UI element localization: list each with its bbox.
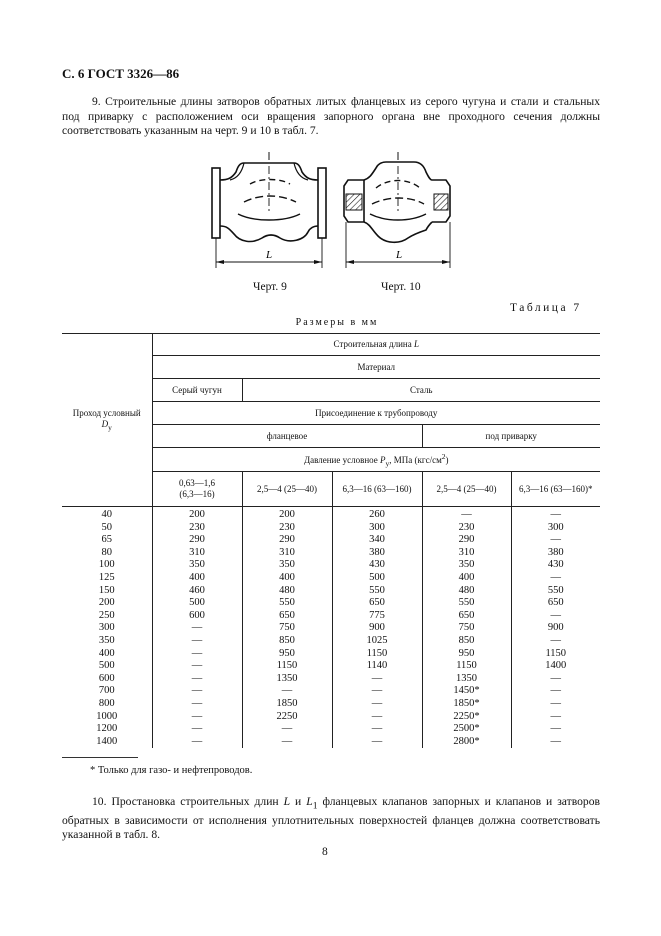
- paragraph-9-text: 9. Строительные длины затворов обратных литых фланцевых из серого чугуна и стали и стальных под приварку с расположением оси вращения запорного органа вне проходного сечения должны соответствовать указанным на черт. 9 и 10 в табл. 7.: [62, 95, 600, 137]
- table-row: [62, 572, 600, 585]
- table-cell-length: —: [511, 723, 600, 736]
- header-steel: Сталь: [242, 379, 600, 402]
- table-cell-diameter: 250: [62, 610, 152, 623]
- table-cell-diameter: 1000: [62, 711, 152, 724]
- subheader-gray-iron-pressure-kgf: (6,3—16): [179, 489, 215, 499]
- table-cell-length: 1150: [422, 660, 511, 673]
- table-cell-length: 430: [511, 559, 600, 572]
- table-cell-length: 1150: [511, 648, 600, 661]
- table-cell-diameter: 150: [62, 585, 152, 598]
- header-pressure-unit-sup: 2: [441, 451, 446, 461]
- table-row: [62, 597, 600, 610]
- table-cell-length: 460: [152, 585, 242, 598]
- table-cell-length: 550: [332, 585, 422, 598]
- table-row: [62, 660, 600, 673]
- table-cell-length: —: [511, 711, 600, 724]
- table-cell-length: 290: [152, 534, 242, 547]
- table-cell-length: 900: [332, 622, 422, 635]
- table-cell-length: 310: [152, 547, 242, 560]
- table-cell-length: 230: [242, 522, 332, 535]
- table-cell-length: 400: [422, 572, 511, 585]
- table-cell-diameter: 400: [62, 648, 152, 661]
- table-cell-length: —: [242, 723, 332, 736]
- table-cell-length: 350: [242, 559, 332, 572]
- header-pressure: [152, 448, 600, 472]
- table-cell-length: —: [511, 610, 600, 623]
- header-connection: Присоединение к трубопроводу: [152, 402, 600, 425]
- header-build-length-label: Строительная длина: [333, 339, 412, 349]
- table-row: [62, 547, 600, 560]
- table-cell-length: 430: [332, 559, 422, 572]
- table-cell-length: 1850: [242, 698, 332, 711]
- table-cell-diameter: 1200: [62, 723, 152, 736]
- table-cell-diameter: 700: [62, 685, 152, 698]
- table-cell-length: 1140: [332, 660, 422, 673]
- table-cell-length: —: [152, 736, 242, 749]
- table-cell-length: 850: [242, 635, 332, 648]
- table-cell-length: 200: [242, 507, 332, 522]
- table-cell-length: 1400: [511, 660, 600, 673]
- table-cell-length: —: [242, 736, 332, 749]
- table-cell-length: 480: [242, 585, 332, 598]
- table-cell-length: —: [422, 507, 511, 522]
- subheader-gray-iron-pressure-mpa: 0,63—1,6: [179, 478, 215, 488]
- table-cell-length: 600: [152, 610, 242, 623]
- paragraph-10-and: и: [295, 795, 302, 808]
- footnote: * Только для газо- и нефтепроводов.: [90, 765, 253, 776]
- table-cell-diameter: 125: [62, 572, 152, 585]
- table-cell-length: —: [152, 711, 242, 724]
- table-cell-length: 1850*: [422, 698, 511, 711]
- paragraph-10-symbol-l1: L: [306, 795, 313, 808]
- table-cell-length: 230: [152, 522, 242, 535]
- table-cell-length: 310: [422, 547, 511, 560]
- table-cell-length: 290: [422, 534, 511, 547]
- table-row: [62, 585, 600, 598]
- paragraph-10: [62, 795, 600, 843]
- table-cell-length: 350: [152, 559, 242, 572]
- table-title: Таблица 7: [510, 302, 582, 314]
- table-cell-length: —: [511, 685, 600, 698]
- table-cell-length: —: [511, 736, 600, 749]
- table-cell-length: 260: [332, 507, 422, 522]
- table-row: [62, 685, 600, 698]
- table-cell-length: 400: [242, 572, 332, 585]
- table-cell-length: 550: [422, 597, 511, 610]
- table-cell-diameter: 50: [62, 522, 152, 535]
- page-header: С. 6 ГОСТ 3326—86: [62, 66, 180, 81]
- table-units: Размеры в мм: [295, 317, 379, 328]
- table-cell-length: 650: [422, 610, 511, 623]
- table-cell-length: 1350: [422, 673, 511, 686]
- subheader-welded-low: 2,5—4 (25—40): [422, 472, 511, 507]
- table-cell-length: —: [332, 711, 422, 724]
- table-row: [62, 736, 600, 749]
- table-cell-length: 2250*: [422, 711, 511, 724]
- table-cell-length: —: [242, 685, 332, 698]
- table-row: [62, 534, 600, 547]
- table-cell-length: 350: [422, 559, 511, 572]
- table-cell-diameter: 500: [62, 660, 152, 673]
- header-gray-iron: Серый чугун: [152, 379, 242, 402]
- table-cell-length: 1350: [242, 673, 332, 686]
- header-pressure-prefix: Давление условное: [303, 454, 378, 465]
- table-cell-length: 380: [332, 547, 422, 560]
- table-cell-length: 500: [332, 572, 422, 585]
- table-cell-length: —: [332, 723, 422, 736]
- header-flanged: фланцевое: [152, 425, 422, 448]
- table-cell-length: —: [152, 622, 242, 635]
- table-row: [62, 559, 600, 572]
- table-cell-length: 750: [242, 622, 332, 635]
- subheader-flanged-low: 2,5—4 (25—40): [242, 472, 332, 507]
- table-cell-length: 650: [511, 597, 600, 610]
- table-body: [62, 507, 600, 749]
- table-row: [62, 723, 600, 736]
- table-cell-length: 230: [422, 522, 511, 535]
- table-cell-length: 750: [422, 622, 511, 635]
- table-cell-length: 850: [422, 635, 511, 648]
- table-cell-length: 1150: [332, 648, 422, 661]
- subheader-flanged-high: 6,3—16 (63—160): [332, 472, 422, 507]
- table-cell-length: —: [511, 698, 600, 711]
- table-cell-length: 550: [242, 597, 332, 610]
- table-cell-diameter: 80: [62, 547, 152, 560]
- footnote-divider: [62, 757, 138, 758]
- table-cell-length: 2250: [242, 711, 332, 724]
- table-row: [62, 507, 600, 522]
- paragraph-10-symbol-l: L: [283, 795, 291, 808]
- table-cell-length: 950: [242, 648, 332, 661]
- table-cell-diameter: 100: [62, 559, 152, 572]
- table-cell-diameter: 300: [62, 622, 152, 635]
- header-welded: под приварку: [422, 425, 600, 448]
- table-cell-length: 650: [242, 610, 332, 623]
- page-number: 8: [322, 846, 328, 858]
- table-cell-diameter: 800: [62, 698, 152, 711]
- table-cell-length: —: [511, 534, 600, 547]
- header-nominal-diameter-symbol: D: [101, 418, 109, 429]
- table-cell-diameter: 1400: [62, 736, 152, 749]
- table-cell-length: 1450*: [422, 685, 511, 698]
- header-pressure-unit-end: ): [445, 454, 449, 465]
- table-cell-length: —: [152, 673, 242, 686]
- table-cell-length: 2500*: [422, 723, 511, 736]
- paragraph-9: [62, 95, 600, 139]
- table-cell-length: —: [332, 673, 422, 686]
- subheader-gray-iron-pressure: [152, 472, 242, 507]
- table-cell-length: —: [511, 572, 600, 585]
- table-cell-diameter: 65: [62, 534, 152, 547]
- table-cell-length: 650: [332, 597, 422, 610]
- table-row: [62, 622, 600, 635]
- table-cell-length: —: [332, 698, 422, 711]
- table-cell-length: —: [152, 635, 242, 648]
- table-cell-length: —: [332, 736, 422, 749]
- table-cell-length: 380: [511, 547, 600, 560]
- table-row: [62, 648, 600, 661]
- table-cell-length: 900: [511, 622, 600, 635]
- table-row: [62, 635, 600, 648]
- paragraph-10-part1: 10. Простановка строительных длин: [92, 795, 279, 808]
- table-cell-length: —: [152, 723, 242, 736]
- table-cell-length: —: [511, 673, 600, 686]
- table-row: [62, 610, 600, 623]
- table-cell-length: 300: [332, 522, 422, 535]
- table-cell-length: 310: [242, 547, 332, 560]
- header-pressure-unit: , МПа (кгс/см: [389, 454, 442, 465]
- table-cell-length: —: [152, 698, 242, 711]
- table-cell-diameter: 600: [62, 673, 152, 686]
- table-cell-length: 480: [422, 585, 511, 598]
- header-nominal-diameter-sub: у: [108, 422, 112, 432]
- header-nominal-diameter-label: Проход условный: [72, 407, 141, 418]
- subheader-welded-high: 6,3—16 (63—160)*: [511, 472, 600, 507]
- table-cell-length: 400: [152, 572, 242, 585]
- valve-drawings: [200, 150, 470, 278]
- table-cell-length: —: [511, 635, 600, 648]
- figure-10-caption: Черт. 10: [381, 281, 421, 293]
- table-cell-length: 1150: [242, 660, 332, 673]
- header-material: Материал: [152, 356, 600, 379]
- header-nominal-diameter: [62, 334, 152, 507]
- table-cell-diameter: 200: [62, 597, 152, 610]
- table-cell-length: 950: [422, 648, 511, 661]
- header-build-length-symbol: L: [413, 339, 419, 349]
- table-cell-length: —: [332, 685, 422, 698]
- table-cell-diameter: 40: [62, 507, 152, 522]
- header-build-length: [152, 334, 600, 356]
- table-cell-length: 340: [332, 534, 422, 547]
- table-cell-length: 1025: [332, 635, 422, 648]
- fig9-dimension-label: L: [266, 249, 273, 261]
- header-pressure-sub: у: [385, 458, 390, 468]
- table-cell-length: 290: [242, 534, 332, 547]
- table-row: [62, 711, 600, 724]
- header-pressure-symbol: P: [380, 454, 386, 465]
- table-row: [62, 673, 600, 686]
- table-cell-length: —: [152, 648, 242, 661]
- table-cell-length: 775: [332, 610, 422, 623]
- table-cell-length: 500: [152, 597, 242, 610]
- table-cell-length: 550: [511, 585, 600, 598]
- table-row: [62, 522, 600, 535]
- table-cell-length: —: [152, 660, 242, 673]
- table-cell-length: —: [152, 685, 242, 698]
- dimensions-table: [62, 333, 600, 748]
- table-cell-length: 200: [152, 507, 242, 522]
- paragraph-10-symbol-l1-sub: 1: [312, 800, 318, 812]
- table-cell-length: —: [511, 507, 600, 522]
- table-cell-length: 300: [511, 522, 600, 535]
- table-cell-diameter: 350: [62, 635, 152, 648]
- fig10-dimension-label: L: [396, 249, 403, 261]
- paragraph-10-part2: фланцевых клапанов запорных и клапанов и затворов обратных в зависимости от исполнения уплотнительных поверхностей фланцев должна соответствовать указанной в табл. 8.: [62, 795, 600, 842]
- figure-9-caption: Черт. 9: [253, 281, 287, 293]
- table-cell-length: 2800*: [422, 736, 511, 749]
- table-row: [62, 698, 600, 711]
